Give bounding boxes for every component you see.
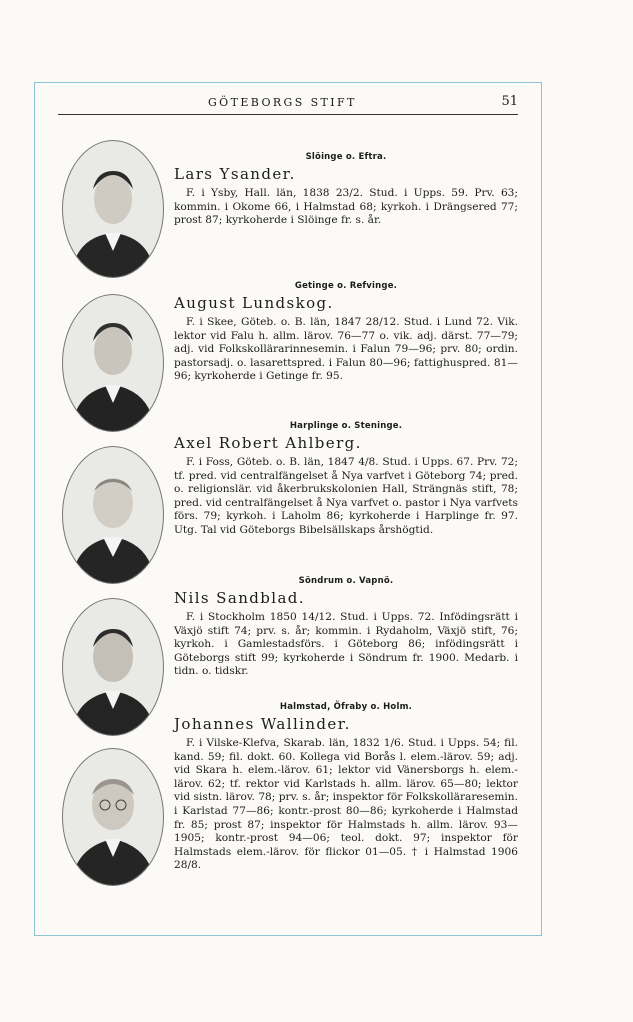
parish-heading: Halmstad, Öfraby o. Holm. bbox=[279, 702, 413, 712]
biography: F. i Vilske-Klefva, Skarab. län, 1832 1/6. Stud. i Upps. 54; fil. kand. 59; fil. dokt. 60. Kollega vid Borås l. elem.-lärov. 59; adj. vid Skara h. elem.-lärov. 61; lektor vid Vänersborgs h. elem.-lärov. 62; tf. rektor vid Karlstads h. allm. lärov. 65—80; lektor vid sistn. lärov. 78; prv. s. år; inspektor för Folkskolläraresemin. i Karlstad 77—86; kontr.-prost 80—86; kyrkoherde i Halmstad fr. 85; prost 87; inspektor för Halmstads h. allm. lärov. 93—1905; kontr.-prost 94—06; teol. dokt. 97; inspektor för Halmstads elem.-lärov. för flickor 01—05. † i Halmstad 1906 28/8. bbox=[174, 737, 518, 872]
biography: F. i Skee, Göteb. o. B. län, 1847 28/12. Stud. i Lund 72. Vik. lektor vid Falu h. allm. lärov. 76—77 o. vik. adj. därst. 77—79; adj. vid Folkskollärarinnesemin. i Falun 79—96; prv. 80; ordin. pastorsadj. o. lasarettspred. i Falun 80—96; fattighuspred. 81—96; kyrkoherde i Getinge fr. 95. bbox=[174, 316, 518, 383]
biography: F. i Foss, Göteb. o. B. län, 1847 4/8. Stud. i Upps. 67. Prv. 72; tf. pred. vid centralfängelset å Nya varfvet i Göteborg 74; pred. o. religionslär. vid åkerbrukskolonien Hall, Strängnäs stift, 78; pred. vid centralfängelset å Nya varfvet o. pastor i Nya varfvets förs. 79; kyrkoh. i Laholm 86; kyrkoherde i Harplinge fr. 97. Utg. Tal vid Göteborgs Bibelsällskaps årshögtid. bbox=[174, 456, 518, 536]
portrait-august-lundskog bbox=[62, 294, 164, 432]
portrait-johannes-wallinder bbox=[62, 748, 164, 886]
entry-johannes-wallinder bbox=[174, 702, 518, 873]
person-name: Nils Sandblad. bbox=[174, 589, 305, 607]
biography: F. i Ysby, Hall. län, 1838 23/2. Stud. i Upps. 59. Prv. 63; kommin. i Okome 66, i Halmstad 68; kyrkoh. i Drängsered 77; prost 87; kyrkoherde i Slöinge fr. s. år. bbox=[174, 187, 518, 227]
header-title: GÖTEBORGS STIFT bbox=[208, 96, 357, 109]
person-name: Lars Ysander. bbox=[174, 165, 296, 183]
parish-heading: Getinge o. Refvinge. bbox=[294, 281, 398, 291]
page-number: 51 bbox=[501, 94, 518, 109]
entry-august-lundskog bbox=[174, 281, 518, 384]
running-header bbox=[58, 96, 518, 115]
entry-lars-ysander bbox=[174, 152, 518, 228]
entry-nils-sandblad bbox=[174, 576, 518, 679]
portrait-lars-ysander bbox=[62, 140, 164, 278]
biography: F. i Stockholm 1850 14/12. Stud. i Upps. 72. Infödingsrätt i Växjö stift 74; prv. s. år; kommin. i Rydaholm, Växjö stift, 76; kyrkoh. i Gamlestadsförs. i Göteborg 86; infödingsrätt i Göteborgs stift 99; kyrkoherde i Söndrum fr. 1900. Medarb. i tidn. o. tidskr. bbox=[174, 611, 518, 678]
parish-heading: Slöinge o. Eftra. bbox=[305, 152, 387, 162]
person-name: August Lundskog. bbox=[174, 294, 334, 312]
person-name: Axel Robert Ahlberg. bbox=[174, 434, 362, 452]
parish-heading: Harplinge o. Steninge. bbox=[289, 421, 403, 431]
person-name: Johannes Wallinder. bbox=[174, 715, 351, 733]
portrait-nils-sandblad bbox=[62, 598, 164, 736]
parish-heading: Söndrum o. Vapnö. bbox=[298, 576, 394, 586]
portrait-axel-robert-ahlberg bbox=[62, 446, 164, 584]
entry-axel-robert-ahlberg bbox=[174, 421, 518, 538]
